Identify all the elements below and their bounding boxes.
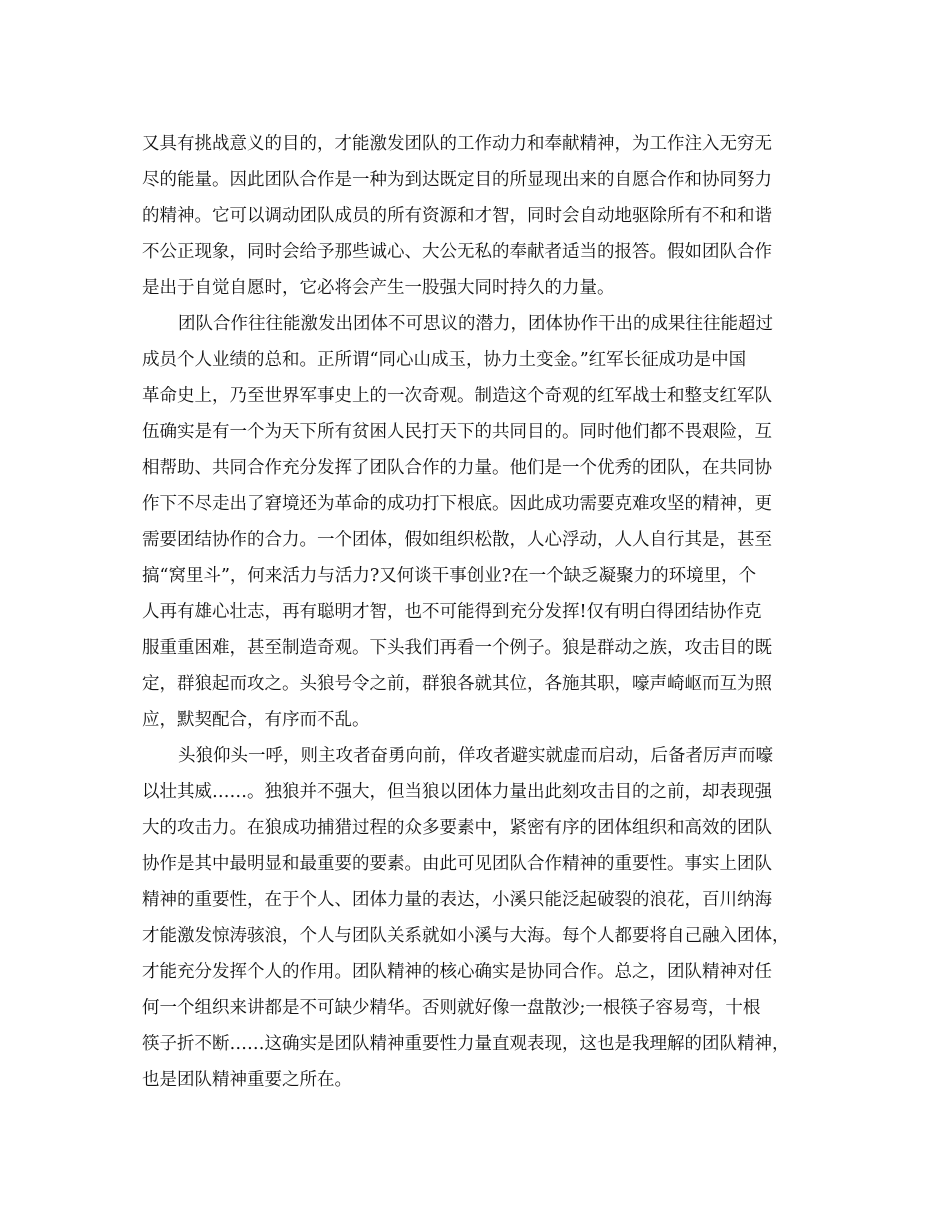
document-body xyxy=(142,126,814,1098)
text-line: 协作是其中最明显和最重要的要素。由此可见团队合作精神的重要性。事实上团队 xyxy=(142,854,772,874)
text-line: 团队合作往往能激发出团体不可思议的潜力，团体协作干出的成果往往能超过 xyxy=(178,314,773,334)
text-line: 是出于自觉自愿时，它必将会产生一股强大同时持久的力量。 xyxy=(142,278,615,298)
text-line: 服重重困难，甚至制造奇观。下头我们再看一个例子。狼是群动之族，攻击目的既 xyxy=(142,638,772,658)
paragraph-2 xyxy=(142,306,814,738)
text-line: 伍确实是有一个为天下所有贫困人民打天下的共同目的。同时他们都不畏艰险，互 xyxy=(142,422,772,442)
text-line: 相帮助、共同合作充分发挥了团队合作的力量。他们是一个优秀的团队，在共同协 xyxy=(142,458,772,478)
paragraph-3 xyxy=(142,738,814,1098)
text-line: 成员个人业绩的总和。正所谓“同心山成玉，协力土变金。”红军长征成功是中国 xyxy=(142,350,747,370)
text-line: 何一个组织来讲都是不可缺少精华。否则就好像一盘散沙;一根筷子容易弯，十根 xyxy=(142,998,761,1018)
text-line: 又具有挑战意义的目的，才能激发团队的工作动力和奉献精神，为工作注入无穷无 xyxy=(142,134,772,154)
text-line: 不公正现象，同时会给予那些诚心、大公无私的奉献者适当的报答。假如团队合作 xyxy=(142,242,772,262)
text-line: 定，群狼起而攻之。头狼号令之前，群狼各就其位，各施其职，嚎声崎岖而互为照 xyxy=(142,674,772,694)
text-line: 以壮其威……。独狼并不强大，但当狼以团体力量出此刻攻击目的之前，却表现强 xyxy=(142,782,772,802)
text-line: 需要团结协作的合力。一个团体，假如组织松散，人心浮动，人人自行其是，甚至 xyxy=(142,530,772,550)
text-line: 搞“窝里斗”，何来活力与活力?又何谈干事创业?在一个缺乏凝聚力的环境里，个 xyxy=(142,566,757,586)
text-line: 应，默契配合，有序而不乱。 xyxy=(142,710,370,730)
text-line: 人再有雄心壮志，再有聪明才智，也不可能得到充分发挥!仅有明白得团结协作克 xyxy=(142,602,762,622)
text-line: 筷子折不断……这确实是团队精神重要性力量直观表现，这也是我理解的团队精神， xyxy=(142,1034,790,1054)
paragraph-1 xyxy=(142,126,814,306)
text-line: 革命史上，乃至世界军事史上的一次奇观。制造这个奇观的红军战士和整支红军队 xyxy=(142,386,772,406)
text-line: 尽的能量。因此团队合作是一种为到达既定目的所显现出来的自愿合作和协同努力 xyxy=(142,170,772,190)
text-line: 精神的重要性，在于个人、团体力量的表达，小溪只能泛起破裂的浪花，百川纳海 xyxy=(142,890,772,910)
text-line: 才能充分发挥个人的作用。团队精神的核心确实是协同合作。总之，团队精神对任 xyxy=(142,962,772,982)
text-line: 作下不尽走出了窘境还为革命的成功打下根底。因此成功需要克难攻坚的精神，更 xyxy=(142,494,772,514)
text-line: 大的攻击力。在狼成功捕猎过程的众多要素中，紧密有序的团体组织和高效的团队 xyxy=(142,818,772,838)
text-line: 也是团队精神重要之所在。 xyxy=(142,1070,352,1090)
text-line: 才能激发惊涛骇浪，个人与团队关系就如小溪与大海。每个人都要将自己融入团体， xyxy=(142,926,790,946)
text-line: 头狼仰头一呼，则主攻者奋勇向前，佯攻者避实就虚而启动，后备者厉声而嚎 xyxy=(178,746,773,766)
text-line: 的精神。它可以调动团队成员的所有资源和才智，同时会自动地驱除所有不和和谐 xyxy=(142,206,772,226)
